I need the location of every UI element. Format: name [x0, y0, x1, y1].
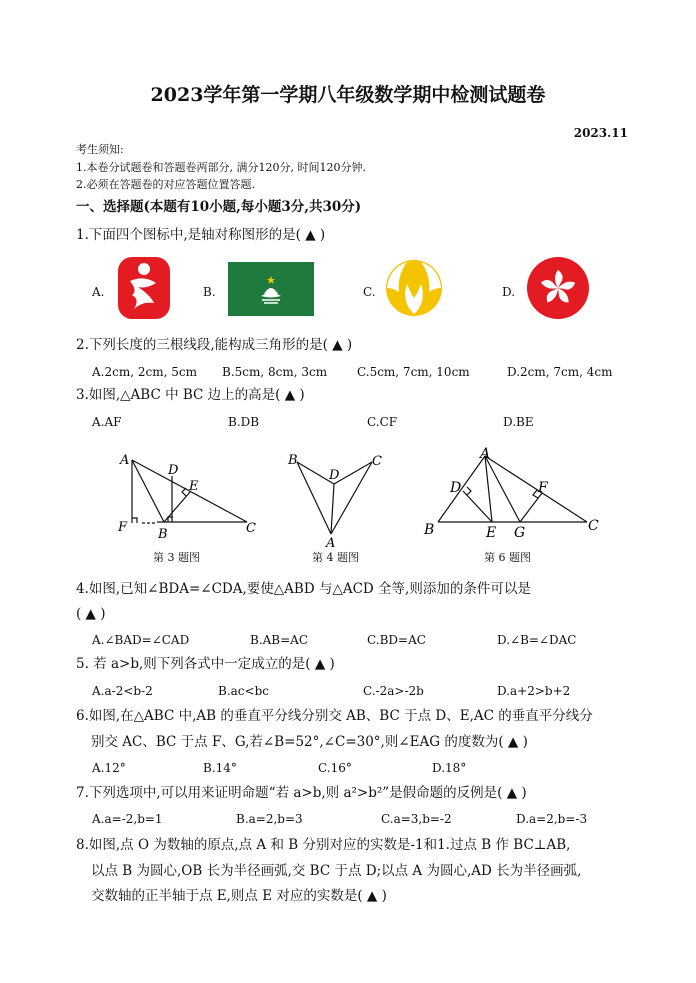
macau-flag-icon — [228, 262, 314, 316]
fig3-label-e: E — [189, 479, 199, 494]
q7-option-b: B.a=2,b=3 — [236, 812, 303, 826]
q4-stem-line-2: ( ▲ ) — [76, 606, 106, 622]
hongkong-bauhinia-icon — [526, 256, 590, 320]
fig4-label-b: B — [288, 453, 298, 468]
q1-option-a: A. — [92, 285, 105, 299]
fig3-label-f: F — [118, 520, 128, 535]
q7-option-a: A.a=-2,b=1 — [92, 812, 163, 826]
page-title: 2023学年第一学期八年级数学期中检测试题卷 — [150, 84, 546, 106]
q8-stem-line-1: 8.如图,点 O 为数轴的原点,点 A 和 B 分别对应的实数是-1和1.过点 B 作 BC⊥AB, — [76, 837, 571, 853]
q4-option-b: B.AB=AC — [250, 633, 309, 647]
q5-option-c: C.-2a>-2b — [363, 684, 424, 698]
fig3-label-d: D — [168, 463, 179, 478]
q5-option-b: B.ac<bc — [218, 684, 269, 698]
q8-stem-line-3: 交数轴的正半轴于点 E,则点 E 对应的实数是( ▲ ) — [91, 888, 387, 904]
flame-emblem-icon — [385, 258, 443, 318]
section-1-text: 一、选择题(本题有10小题,每小题3分,共30分) — [76, 199, 362, 215]
q1-stem: 1.下面四个图标中,是轴对称图形的是( ▲ ) — [76, 227, 326, 243]
q2-stem: 2.下列长度的三根线段,能构成三角形的是( ▲ ) — [76, 337, 353, 353]
figure-4 — [282, 448, 392, 548]
q8-stem-line-2: 以点 B 为圆心,OB 长为半径画弧,交 BC 于点 D;以点 A 为圆心,AD 长为半径画弧, — [91, 863, 582, 879]
q1-option-b: B. — [203, 285, 216, 299]
q4-option-d: D.∠B=∠DAC — [497, 633, 577, 647]
fig3-label-a: A — [120, 453, 130, 468]
q3-stem: 3.如图,△ABC 中 BC 边上的高是( ▲ ) — [76, 387, 305, 403]
fig6-label-g: G — [514, 525, 526, 540]
q5-option-a: A.a-2<b-2 — [92, 684, 153, 698]
notice-line-1: 1.本卷分试题卷和答题卷两部分, 满分120分, 时间120分钟. — [76, 161, 366, 174]
fig3-label-c: C — [246, 521, 256, 536]
q3-option-b: B.DB — [228, 415, 260, 429]
q6-stem-line-1: 6.如图,在△ABC 中,AB 的垂直平分线分别交 AB、BC 于点 D、E,AC 的垂直平分线分 — [76, 708, 593, 724]
fig6-label-c: C — [588, 518, 599, 534]
q3-option-c: C.CF — [367, 415, 398, 429]
q2-option-b: B.5cm, 8cm, 3cm — [222, 365, 328, 379]
q7-option-d: D.a=2,b=-3 — [516, 812, 588, 826]
q5-stem: 5. 若 a>b,则下列各式中一定成立的是( ▲ ) — [76, 656, 335, 672]
figure-3 — [112, 448, 272, 548]
fig6-label-d: D — [450, 480, 462, 496]
q6-option-d: D.18° — [432, 761, 467, 775]
q6-stem-line-2: 别交 AC、BC 于点 F、G,若∠B=52°,∠C=30°,则∠EAG 的度数为( ▲ ) — [91, 734, 528, 750]
fig4-label-d: D — [329, 468, 340, 483]
fig6-label-f: F — [538, 480, 548, 496]
q7-stem: 7.下列选项中,可以用来证明命题“若 a>b,则 a²>b²”是假命题的反例是( ▲ ) — [76, 785, 527, 801]
figure-6 — [420, 444, 610, 540]
q3-option-a: A.AF — [92, 415, 122, 429]
notice-line-2: 2.必须在答题卷的对应答题位置答题. — [76, 178, 255, 191]
fig3-label-b: B — [158, 527, 168, 542]
q3-option-d: D.BE — [503, 415, 534, 429]
q2-option-a: A.2cm, 2cm, 5cm — [92, 365, 197, 379]
fig6-label-e: E — [486, 525, 497, 540]
q6-option-b: B.14° — [203, 761, 237, 775]
q6-option-c: C.16° — [318, 761, 352, 775]
fig4-label-a: A — [326, 536, 336, 548]
q2-option-d: D.2cm, 7cm, 4cm — [507, 365, 613, 379]
fig6-label-a: A — [480, 446, 491, 462]
beijing-emblem-icon — [116, 255, 172, 321]
q6-option-a: A.12° — [92, 761, 126, 775]
q7-option-c: C.a=3,b=-2 — [381, 812, 452, 826]
caption-fig-6: 第 6 题图 — [484, 551, 531, 564]
caption-fig-4: 第 4 题图 — [312, 551, 359, 564]
fig6-label-b: B — [424, 522, 435, 538]
exam-date: 2023.11 — [573, 126, 628, 140]
q1-option-c: C. — [363, 285, 376, 299]
caption-fig-3: 第 3 题图 — [153, 551, 200, 564]
section-1-heading — [76, 198, 361, 216]
fig4-label-c: C — [372, 454, 382, 469]
q4-stem-line-1: 4.如图,已知∠BDA=∠CDA,要使△ABD 与△ACD 全等,则添加的条件可以是 — [76, 581, 531, 597]
notice-heading: 考生须知: — [76, 143, 124, 156]
q2-option-c: C.5cm, 7cm, 10cm — [357, 365, 470, 379]
q1-option-d: D. — [502, 285, 516, 299]
q4-option-c: C.BD=AC — [367, 633, 426, 647]
q4-option-a: A.∠BAD=∠CAD — [92, 633, 190, 647]
q5-option-d: D.a+2>b+2 — [497, 684, 571, 698]
